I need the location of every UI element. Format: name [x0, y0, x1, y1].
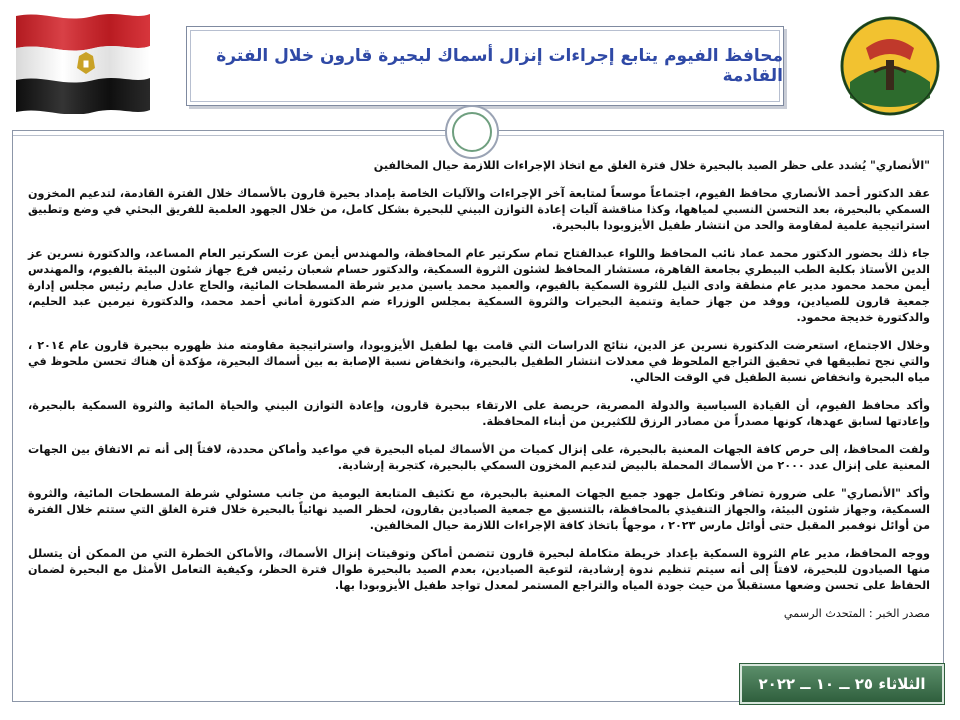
article-paragraph-3: وخلال الاجتماع، استعرضت الدكتورة نسرين عز الدين، نتائج الدراسات التي قامت بها لطفيل الأيزوبودا، واستراتيجية مقاومته منذ ظهوره ببحيرة قارون عام ٢٠١٤ ، والتي نجح تطبيقها في تحقيق التراجع الملحوظ في معدلات انتشار الطفيل بالبحيرة، وانخفاض نسبة الإصابة به بين أسماك البحيرة، مؤكدة أن هناك تحسن ملحوظ في مياه البحيرة وانخفاض نسبة الطفيل في الوقت الحالي.: [28, 339, 930, 384]
article-paragraph-5: ولفت المحافظ، إلى حرص كافة الجهات المعنية بالبحيرة، على إنزال كميات من الأسماك لمياه البحيرة في مواعيد وأماكن محددة، لافتاً إلى أنه تم الاتفاق بين الجهات المعنية على إنزال عدد ٢٠٠٠ من الأسماك المحملة بالبيض لتدعيم المخزون السمكي بالبحيرة، كتجربة إرشادية.: [28, 443, 930, 472]
article-paragraph-7: ووجه المحافظ، مدير عام الثروة السمكية بإعداد خريطة متكاملة لبحيرة قارون تتضمن أماكن وتوقيتات إنزال الأسماك، والأماكن الخطرة التي من الممكن أن يتسلل منها الصيادون للبحيرة، لافتاً إلى أنه سيتم تنظيم ندوة إرشادية، لتوعية الصيادين، بعدم الصيد بالبحيرة طوال فترة الحظر، وكيفية التعامل الأمثل مع البحيرة لضمان الحفاظ على تحسن وضعها مستقبلاً من حيث جودة المياه والتراجع المستمر لمعدل تواجد طفيل الأيزوبودا بها.: [28, 547, 930, 592]
decorative-circle: [445, 105, 499, 159]
article-paragraph-4: وأكد محافظ الفيوم، أن القيادة السياسية والدولة المصرية، حريصة على الارتقاء ببحيرة قارون، وإعادة التوازن البيني والحياة المائية والثروة السمكية بالبحيرة، وإعادتها لسابق عهدها، كونها مصدراً من مصادر الرزق للكثيرين من أبناء المحافظة.: [28, 399, 930, 428]
page-title: محافظ الفيوم يتابع إجراءات إنزال أسماك لبحيرة قارون خلال الفترة القادمة: [216, 46, 783, 86]
article-paragraph-2: جاء ذلك بحضور الدكتور محمد عماد نائب المحافظ واللواء عبدالفتاح تمام سكرتير عام المحافظة، والمهندس أيمن عزت السكرتير العام المساعد، والدكتورة نسرين عز الدين الأستاذ بكلية الطب البيطري بجامعة القاهرة، مستشار المحافظ لشئون الثروة السمكية، والدكتور حسام شعبان رئيس فرع جهاز شئون البيئة بالفيوم، والمهندس أيمن محمد محمود مدير عام منطقة وادى النيل للثروة السمكية بالفيوم، والعميد محمد ياسين مدير شرطة المسطحات المائية، والحاج عادل صايم رئيس مجلس إدارة جمعية قارون للصيادين، ووفد من جهاز حماية وتنمية البحيرات والثروة السمكية بمجلس الوزراء ضم الدكتورة أماني أحمد محمد، والدكتورة نيرمين عبد الحليم، والدكتورة خديجة محمود.: [28, 247, 930, 324]
article-source: مصدر الخبر : المتحدث الرسمي: [783, 607, 930, 620]
article-lead: "الأنصاري" يُشدد على حظر الصيد بالبحيرة خلال فترة الغلق مع اتخاذ الإجراءات اللازمة حيال المخالفين: [373, 159, 930, 172]
egypt-flag-icon: [14, 10, 152, 114]
date-bar: [740, 664, 944, 704]
article-body: [28, 158, 930, 622]
fayoum-governorate-logo: [836, 12, 944, 120]
date-label: الثلاثاء ٢٥ ــ ١٠ ــ ٢٠٢٢: [758, 675, 926, 693]
article-paragraph-6: وأكد "الأنصاري" على ضرورة تضافر وتكامل جهود جميع الجهات المعنية بالبحيرة، مع تكثيف المتابعة اليومية من جانب مسئولي شرطة المسطحات المائية، والثروة السمكية، وجهاز شئون البيئة، والجهاز التنفيذي بالمحافظة، بالتنسيق مع جمعية الصيادين بقارون، لحظر الصيد نهائياً بالبحيرة خلال فترة الغلق التي ستتم خلال الفترة من أوائل نوفمبر المقبل حتى أوائل مارس ٢٠٢٣ ، موجهاً باتخاذ كافة الإجراءات اللازمة حيال المخالفين.: [28, 487, 930, 532]
article-paragraph-1: عقد الدكتور أحمد الأنصاري محافظ الفيوم، اجتماعاً موسعاً لمتابعة آخر الإجراءات والآليات الخاصة بإمداد بحيرة قارون بالأسماك خلال الفترة القادمة، لتدعيم المخزون السمكي بالبحيرة، بعد التحسن النسبي لمياهها، وكذا مناقشة آليات إعادة التوازن البيني للبحيرة بشكل كامل، من خلال الجهود العلمية للفريق البحثي في وضع وتطبيق استراتيجية علمية لمقاومة والحد من انتشار طفيل الأيزوبودا بالبحيرة.: [28, 187, 930, 232]
title-box: [186, 26, 784, 106]
